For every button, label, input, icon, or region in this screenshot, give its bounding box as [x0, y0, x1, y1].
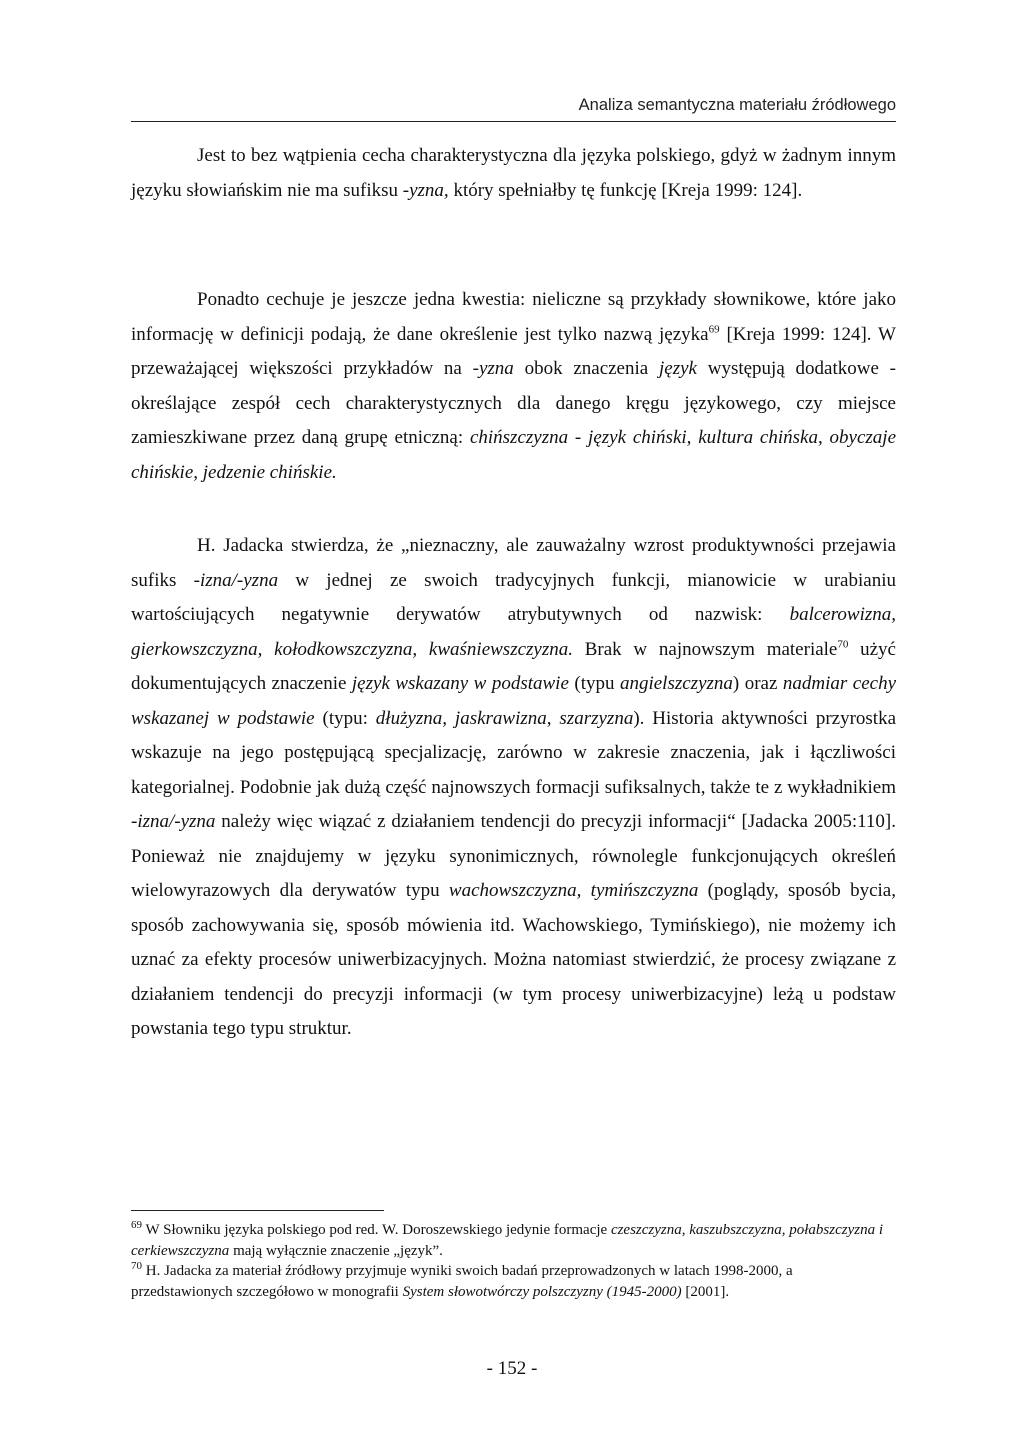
- footnote-marker: 69: [131, 1219, 142, 1231]
- italic-term: język: [658, 358, 697, 379]
- italic-term: -izna/-yzna: [131, 811, 216, 832]
- text-run: H. Jadacka za materiał źródłowy przyjmuje wyniki swoich badań przeprowadzonych w latach 1998-2000, a przedstawionych szczegółowo w monografii: [131, 1263, 793, 1300]
- paragraph-1: [131, 139, 896, 208]
- italic-example: dłużyzna, jaskrawizna, szarzyzna: [375, 707, 634, 729]
- page-number: - 152 -: [486, 1358, 538, 1379]
- italic-example: angielszczyzna: [619, 673, 733, 694]
- italic-term: nadmiar cechy wskazanej w podstawie: [131, 673, 896, 729]
- italic-term: -yzna,: [402, 179, 449, 201]
- paragraph-2: [131, 283, 896, 490]
- italic-example: balcerowizna, gierkowszczyzna, kołodkowszczyzna, kwaśniewszczyzna.: [131, 604, 896, 660]
- text-run: który spełniałby tę funkcję [Kreja 1999: 124].: [448, 179, 803, 201]
- text-run: [2001].: [681, 1283, 730, 1300]
- text-run: W Słowniku języka polskiego pod red. W. Doroszewskiego jedynie formacje: [142, 1222, 611, 1238]
- text-run: Jest to bez wątpienia cecha charakterystyczna dla języka polskiego, gdyż w żadnym innym języku słowiańskim nie ma sufiksu: [131, 145, 896, 201]
- footnotes: [131, 1220, 896, 1302]
- italic-title: System słowotwórczy polszczyzny (1945-2000): [402, 1283, 682, 1300]
- footnote-ref-69[interactable]: 69: [708, 323, 720, 336]
- text-run: obok znaczenia: [513, 358, 659, 379]
- text-run: [Kreja 1999: 124]. W przeważającej większości przykładów na: [131, 323, 896, 379]
- text-run: występują dodatkowe - określające zespół cech charakterystycznych dla danego kręgu językowego, czy miejsce zamieszkiwane przez daną grupę etniczną:: [131, 358, 896, 448]
- italic-term: -izna/-yzna: [193, 569, 279, 591]
- text-run: użyć dokumentujących znaczenie: [131, 638, 896, 694]
- footnote-separator: [131, 1210, 384, 1211]
- paragraph-3: [131, 529, 896, 1047]
- footnote-69: [131, 1220, 896, 1261]
- italic-example: wachowszczyzna, tymińszczyzna: [448, 880, 699, 901]
- running-header: Analiza semantyczna materiału źródłowego: [578, 96, 896, 114]
- text-run: ). Historia aktywności przyrostka wskazuje na jego postępującą specjalizację, zarówno w zakresie znaczenia, jak i łączliwości kategorialnej. Podobnie jak dużą część najnowszych formacji sufiksalnych, także te z wykładnikiem: [131, 707, 897, 798]
- footnote-70: [131, 1261, 896, 1302]
- text-run: w jednej ze swoich tradycyjnych funkcji, mianowicie w urabianiu wartościujących negatywnie derywatów atrybutywnych od nazwisk:: [131, 569, 896, 625]
- italic-term: -yzna: [472, 358, 514, 379]
- text-run: (poglądy, sposób bycia, sposób zachowywania się, sposób mówienia itd. Wachowskiego, Tymińskiego), nie możemy ich uznać za efekty procesów uniwerbizacyjnych. Można natomiast stwierdzić, że procesy związane z działaniem tendencji do precyzji informacji (w tym procesy uniwerbizacyjne) leżą u podstaw powstania tego typu struktur.: [131, 880, 896, 1039]
- text-run: (typu:: [314, 707, 376, 729]
- footnote-marker: 70: [131, 1260, 142, 1272]
- text-run: Brak w najnowszym materiale: [573, 638, 838, 660]
- text-run: ) oraz: [732, 673, 783, 694]
- italic-term: język wskazany w podstawie: [351, 673, 569, 694]
- text-run: H. Jadacka stwierdza, że „nieznaczny, ale zauważalny wzrost produktywności przejawia sufiks: [131, 535, 896, 591]
- footnote-ref-70[interactable]: 70: [837, 638, 849, 651]
- text-run: mają wyłącznie znaczenie „język”.: [229, 1242, 443, 1259]
- italic-example: chińszczyzna - język chiński, kultura chińska, obyczaje chińskie, jedzenie chińskie.: [131, 427, 897, 483]
- text-run: Ponadto cechuje je jeszcze jedna kwestia: nieliczne są przykłady słownikowe, które jako informację w definicji podają, że dane określenie jest tylko nazwą języka: [131, 289, 896, 345]
- header-rule: [131, 121, 896, 122]
- italic-example: czeszczyzna, kaszubszczyzna, połabszczyzna i cerkiewszczyzna: [131, 1222, 884, 1259]
- text-run: (typu: [568, 673, 620, 694]
- text-run: należy więc wiązać z działaniem tendencji do precyzji informacji“ [Jadacka 2005:110]. Ponieważ nie znajdujemy w języku synonimicznych, równolegle funkcjonujących określeń wielowyrazowych dla derywatów typu: [131, 811, 896, 901]
